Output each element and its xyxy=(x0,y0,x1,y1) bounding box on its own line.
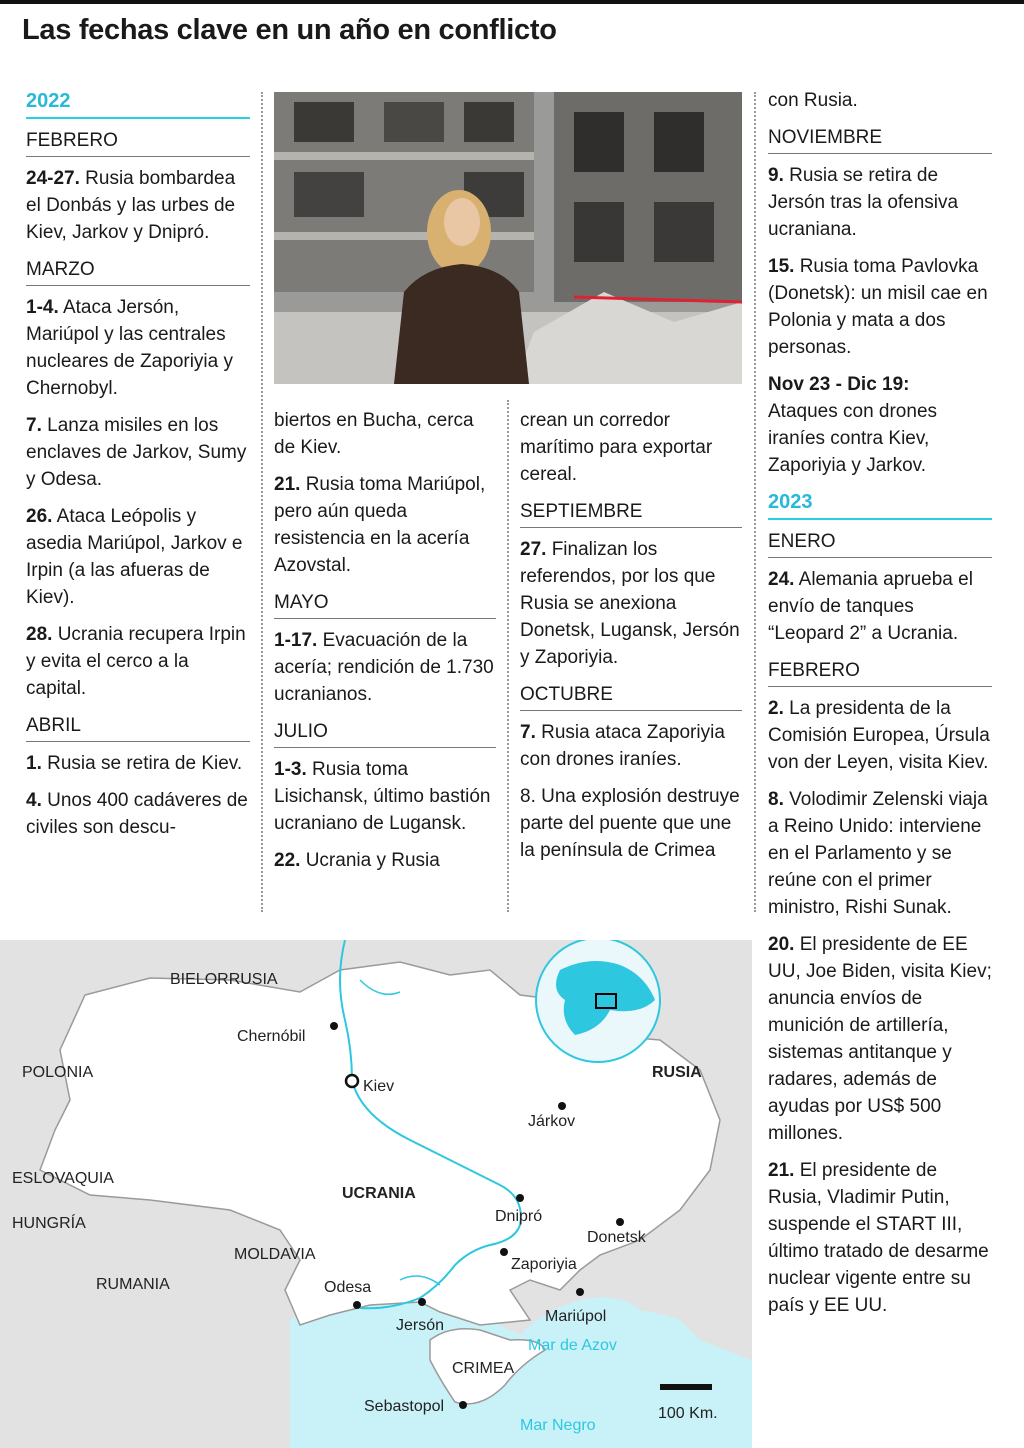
timeline-entry: 9. Rusia se retira de Jersón tras la ofensiva ucraniana. xyxy=(768,165,959,240)
year-heading: 2023 xyxy=(768,489,992,520)
timeline-entry: 1-3. Rusia toma Lisichansk, último bastión ucraniano de Lugansk. xyxy=(274,759,491,834)
column-separator xyxy=(507,400,509,912)
label-mar-negro: Mar Negro xyxy=(520,1417,596,1434)
page-title: Las fechas clave en un año en conflicto xyxy=(22,14,557,46)
timeline-entry: 27. Finalizan los referendos, por los que Rusia se anexiona Donetsk, Lugansk, Jersón y Zaporiyia. xyxy=(520,539,740,668)
timeline-entry: 15. Rusia toma Pavlovka (Donetsk): un misil cae en Polonia y mata a dos personas. xyxy=(768,256,988,358)
column-separator xyxy=(754,92,756,912)
month-heading: OCTUBRE xyxy=(520,681,742,711)
column-separator xyxy=(261,92,263,912)
timeline-entry-continued: biertos en Bucha, cerca de Kiev. xyxy=(274,410,474,458)
timeline-entry: 24-27. Rusia bombardea el Donbás y las urbes de Kiev, Jarkov y Dnipró. xyxy=(26,168,236,243)
timeline-entry-continued: con Rusia. xyxy=(768,90,858,111)
month-heading: ABRIL xyxy=(26,712,250,742)
capital-marker-kiev xyxy=(346,1075,358,1087)
timeline-entry-continued: crean un corredor marítimo para exportar cereal. xyxy=(520,410,713,485)
scale-label: 100 Km. xyxy=(658,1405,718,1422)
label-polonia: POLONIA xyxy=(22,1064,94,1081)
timeline-entry: 22. Ucrania y Rusia xyxy=(274,850,440,871)
label-kiev: Kiev xyxy=(363,1078,395,1095)
month-heading: MARZO xyxy=(26,256,250,286)
year-heading: 2022 xyxy=(26,88,250,119)
ukraine-map xyxy=(0,940,752,1448)
label-hungria: HUNGRÍA xyxy=(12,1215,86,1232)
label-crimea: CRIMEA xyxy=(452,1360,515,1377)
timeline-column-3 xyxy=(520,407,742,874)
month-heading: ENERO xyxy=(768,528,992,558)
timeline-entry: 8. Volodimir Zelenski viaja a Reino Unido: interviene en el Parlamento y se reúne con el primer ministro, Rishi Sunak. xyxy=(768,789,988,918)
label-moldavia: MOLDAVIA xyxy=(234,1246,316,1263)
label-sebastopol: Sebastopol xyxy=(364,1398,445,1415)
city-marker-dnipro xyxy=(516,1194,524,1202)
month-heading: NOVIEMBRE xyxy=(768,124,992,154)
label-ucrania: UCRANIA xyxy=(342,1185,416,1202)
timeline-entry: 1-17. Evacuación de la acería; rendición de 1.730 ucranianos. xyxy=(274,630,494,705)
timeline-entry: 28. Ucrania recupera Irpin y evita el cerco a la capital. xyxy=(26,624,246,699)
scale-bar xyxy=(660,1384,712,1390)
label-dnipro: Dnipró xyxy=(495,1208,543,1225)
timeline-entry: 24. Alemania aprueba el envío de tanques “Leopard 2” a Ucrania. xyxy=(768,569,973,644)
city-marker-odesa xyxy=(353,1301,361,1309)
label-donetsk: Donetsk xyxy=(587,1229,646,1246)
timeline-entry: Nov 23 - Dic 19: Ataques con drones iraníes contra Kiev, Zaporiyia y Jarkov. xyxy=(768,374,938,476)
news-photo xyxy=(274,92,742,384)
label-jarkov: Járkov xyxy=(528,1113,576,1130)
month-heading: MAYO xyxy=(274,589,496,619)
label-rumania: RUMANIA xyxy=(96,1276,170,1293)
label-eslovaquia: ESLOVAQUIA xyxy=(12,1170,114,1187)
label-bielorrusia: BIELORRUSIA xyxy=(170,971,278,988)
timeline-column-4 xyxy=(768,87,992,1329)
timeline-entry: 1. Rusia se retira de Kiev. xyxy=(26,753,243,774)
timeline-entry: 21. Rusia toma Mariúpol, pero aún queda resistencia en la acería Azovstal. xyxy=(274,474,486,576)
timeline-column-2 xyxy=(274,407,496,884)
timeline-entry: 26. Ataca Leópolis y asedia Mariúpol, Jarkov e Irpin (a las afueras de Kiev). xyxy=(26,506,243,608)
month-heading: JULIO xyxy=(274,718,496,748)
top-rule xyxy=(0,0,1024,4)
city-marker-donetsk xyxy=(616,1218,624,1226)
label-rusia: RUSIA xyxy=(652,1064,702,1081)
timeline-column-1 xyxy=(26,88,250,851)
month-heading: SEPTIEMBRE xyxy=(520,498,742,528)
timeline-entry: 1-4. Ataca Jersón, Mariúpol y las centrales nucleares de Zaporiyia y Chernobyl. xyxy=(26,297,233,399)
city-marker-mariupol xyxy=(576,1288,584,1296)
month-heading: FEBRERO xyxy=(768,657,992,687)
timeline-entry: 2. La presidenta de la Comisión Europea, Úrsula von der Leyen, visita Kiev. xyxy=(768,698,990,773)
city-marker-sebastopol xyxy=(459,1401,467,1409)
label-mar-azov: Mar de Azov xyxy=(528,1337,617,1354)
label-chernobil: Chernóbil xyxy=(237,1028,306,1045)
photo-illustration xyxy=(274,92,742,384)
timeline-entry: 7. Rusia ataca Zaporiyia con drones iraníes. xyxy=(520,722,725,770)
city-marker-jerson xyxy=(418,1298,426,1306)
timeline-entry: 7. Lanza misiles en los enclaves de Jarkov, Sumy y Odesa. xyxy=(26,415,247,490)
timeline-entry: 21. El presidente de Rusia, Vladimir Putin, suspende el START III, último tratado de desarme nuclear vigente entre su país y EE UU. xyxy=(768,1160,989,1316)
timeline-entry: 20. El presidente de EE UU, Joe Biden, visita Kiev; anuncia envíos de munición de artillería, sistemas antitanque y radares, además de ayudas por US$ 500 millones. xyxy=(768,934,992,1144)
label-odesa: Odesa xyxy=(324,1279,372,1296)
label-mariupol: Mariúpol xyxy=(545,1308,607,1325)
city-marker-chernobil xyxy=(330,1022,338,1030)
label-jerson: Jersón xyxy=(396,1317,445,1334)
timeline-entry: 4. Unos 400 cadáveres de civiles son descu- xyxy=(26,790,248,838)
timeline-entry: 8. Una explosión destruye parte del puente que une la península de Crimea xyxy=(520,786,740,861)
city-marker-zaporiyia xyxy=(500,1248,508,1256)
label-zaporiyia: Zaporiyia xyxy=(511,1256,577,1273)
month-heading: FEBRERO xyxy=(26,127,250,157)
city-marker-jarkov xyxy=(558,1102,566,1110)
